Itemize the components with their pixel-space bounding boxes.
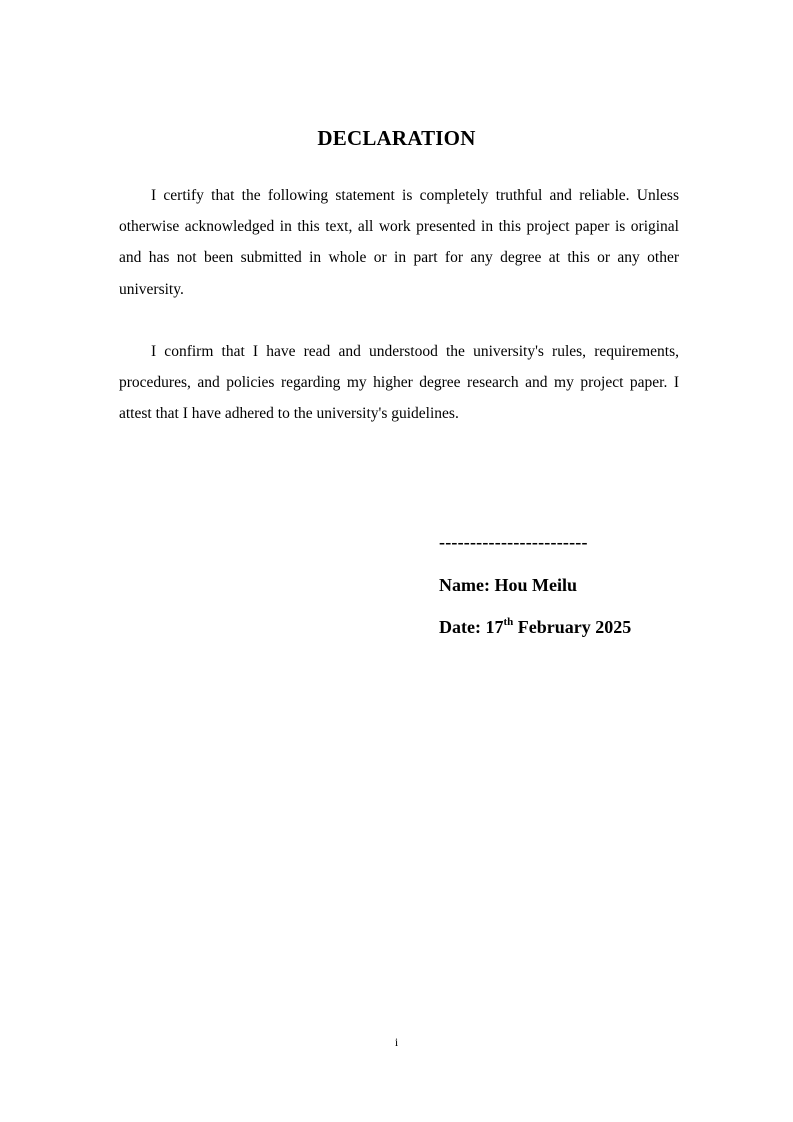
name-value: Hou Meilu (494, 575, 577, 595)
date-label: Date: (439, 617, 481, 637)
page-title: DECLARATION (317, 126, 476, 150)
page-number: i (394, 1035, 399, 1049)
date-day-suffix: th (503, 616, 514, 628)
declaration-paragraph-2: I confirm that I have read and understood the university's rules, requirements, procedures, and policies regarding my higher degree research and my project paper. I attest that I have adhered to the university's guidelines. (119, 343, 679, 423)
name-line (439, 573, 577, 597)
date-month-year: February 2025 (517, 617, 632, 637)
date-day: 17 (485, 617, 504, 637)
declaration-paragraph-1: I certify that the following statement is completely truthful and reliable. Unless otherwise acknowledged in this text, all work presented in this project paper is original and has not been submitted in whole or in part for any degree at this or any other university. (119, 187, 679, 298)
name-label: Name: (439, 575, 490, 595)
signature-line: ------------------------ (439, 532, 588, 552)
date-line (439, 615, 631, 639)
